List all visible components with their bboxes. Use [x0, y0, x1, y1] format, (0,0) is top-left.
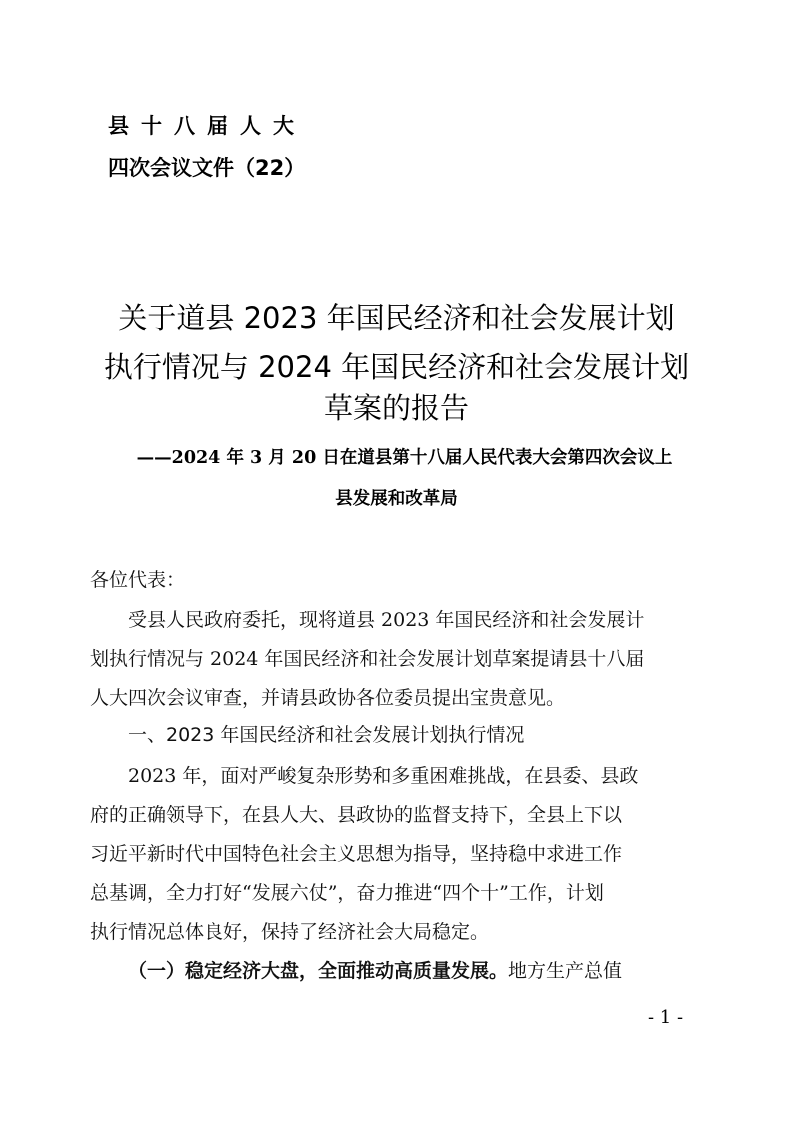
report-title-line1: 关于道县 2023 年国民经济和社会发展计划 — [118, 301, 675, 335]
report-title-line2: 执行情况与 2024 年国民经济和社会发展计划 — [103, 350, 690, 384]
report-subtitle-author: 县发展和改革局 — [335, 489, 458, 509]
paragraph-line: 2023 年，面对严峻复杂形势和多重困难挑战，在县委、县政 — [128, 765, 639, 787]
paragraph-line: 府的正确领导下，在县人大、县政协的监督支持下，全县上下以 — [90, 804, 623, 826]
paragraph-line: 划执行情况与 2024 年国民经济和社会发展计划草案提请县十八届 — [90, 648, 645, 670]
paragraph-line: 执行情况总体良好，保持了经济社会大局稳定。 — [90, 921, 490, 943]
document-header-line2: 四次会议文件（22） — [108, 156, 306, 180]
report-title-line3: 草案的报告 — [323, 391, 469, 425]
subsection-heading-1: （一）稳定经济大盘，全面推动高质量发展。 — [128, 960, 509, 982]
paragraph-line: 受县人民政府委托，现将道县 2023 年国民经济和社会发展计 — [128, 609, 645, 631]
salutation: 各位代表： — [90, 569, 186, 591]
page-number: - 1 - — [648, 1007, 684, 1028]
paragraph-line-with-bold-lead — [128, 956, 622, 983]
report-subtitle-date: ——2024 年 3 月 20 日在道县第十八届人民代表大会第四次会议上 — [136, 448, 673, 468]
section-heading-1: 一、2023 年国民经济和社会发展计划执行情况 — [128, 724, 525, 746]
paragraph-line: 总基调，全力打好“发展六仗”，奋力推进“四个十”工作，计划 — [90, 882, 604, 904]
paragraph-line: 人大四次会议审查，并请县政协各位委员提出宝贵意见。 — [90, 687, 566, 709]
document-header-line1: 县十八届人大 — [108, 114, 306, 138]
paragraph-line: 习近平新时代中国特色社会主义思想为指导，坚持稳中求进工作 — [90, 843, 623, 865]
paragraph-continuation: 地方生产总值 — [508, 960, 623, 982]
